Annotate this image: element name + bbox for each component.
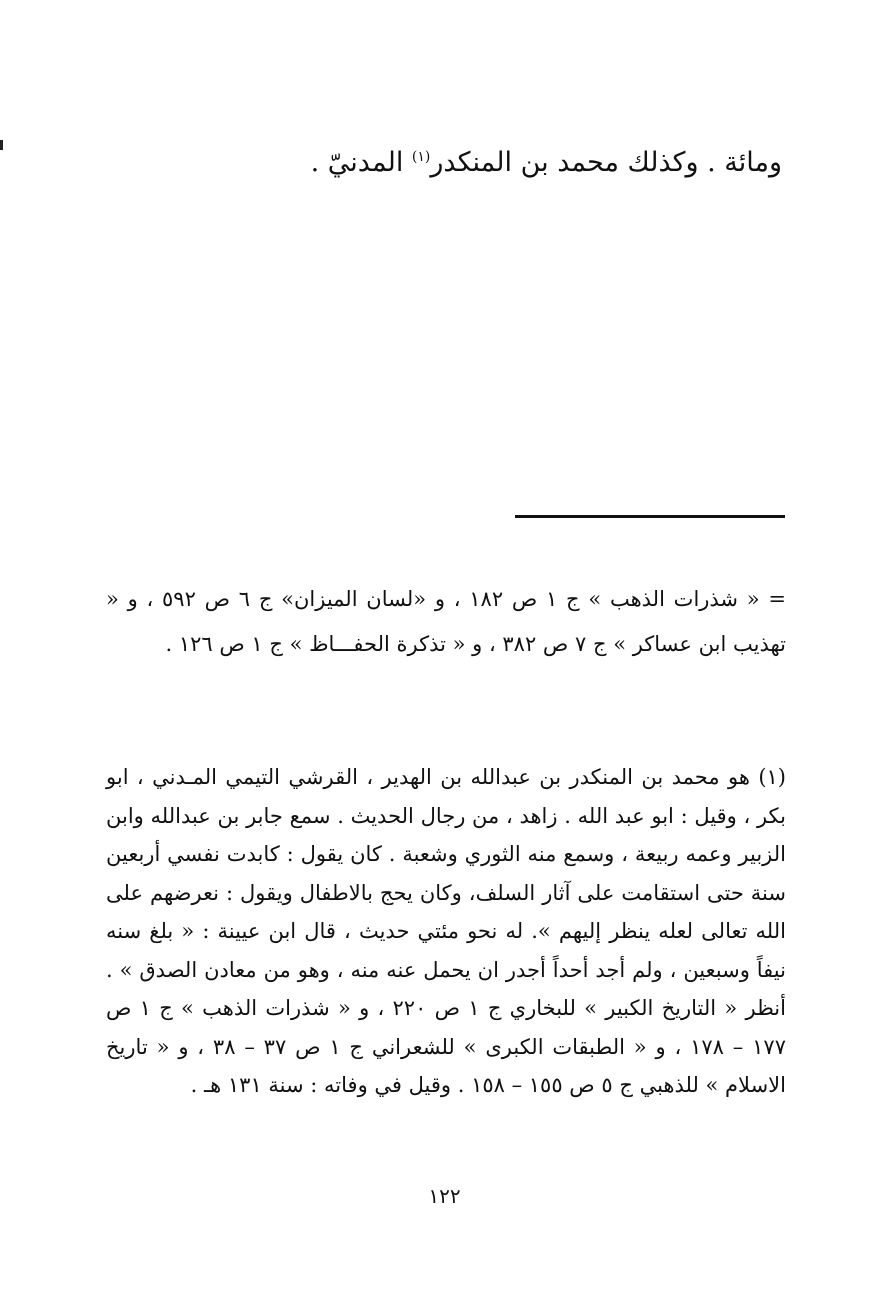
margin-mark bbox=[0, 140, 3, 150]
footnote-continued: = « شذرات الذهب » ج ١ ص ١٨٢ ، و «لسان الميزان» ج ٦ ص ٥٩٢ ، و « تهذيب ابن عساكر » ج ٧ ص ٣٨٢ ، و « تذكرة الحفـــاظ » ج ١ ص ١٢٦ . bbox=[106, 587, 786, 656]
footnote-1: (١) هو محمد بن المنكدر بن عبدالله بن الهدير ، القرشي التيمي المـدني ، ابو بكر ، وقيل : ابو عبد الله . زاهد ، من رجال الحديث . سمع جابر بن عبدالله وابن الزبير وعمه ربيعة ، وسمع منه الثوري وشعبة . كان يقول : كابدت نفسي أربعين سنة حتى استقامت على آثار السلف، وكان يحج بالاطفال ويقول : نعرضهم على الله تعالى لعله ينظر إليهم ». له نحو مئتي حديث ، قال ابن عيينة : « بلغ سنه نيفاً وسبعين ، ولم أجد أحداً أجدر ان يحمل عنه منه ، وهو من معادن الصدق » . أنظر « التاريخ الكبير » للبخاري ج ١ ص ٢٢٠ ، و « شذرات الذهب » ج ١ ص ١٧٧ – ١٧٨ ، و « الطبقات الكبرى » للشعراني ج ١ ص ٣٧ – ٣٨ ، و « تاريخ الاسلام » للذهبي ج ٥ ص ١٥٥ – ١٥٨ . وقيل في وفاته : سنة ١٣١ هـ . bbox=[106, 765, 786, 1097]
page-number: ١٢٢ bbox=[428, 1184, 461, 1208]
main-text-after-note: المدنيّ . bbox=[310, 147, 404, 178]
footnote-separator bbox=[515, 515, 785, 518]
main-text-before-note: ومائة . وكذلك محمد بن المنكدر bbox=[430, 147, 782, 178]
main-text-line bbox=[112, 138, 782, 188]
footnote-reference: (١) bbox=[411, 149, 431, 165]
